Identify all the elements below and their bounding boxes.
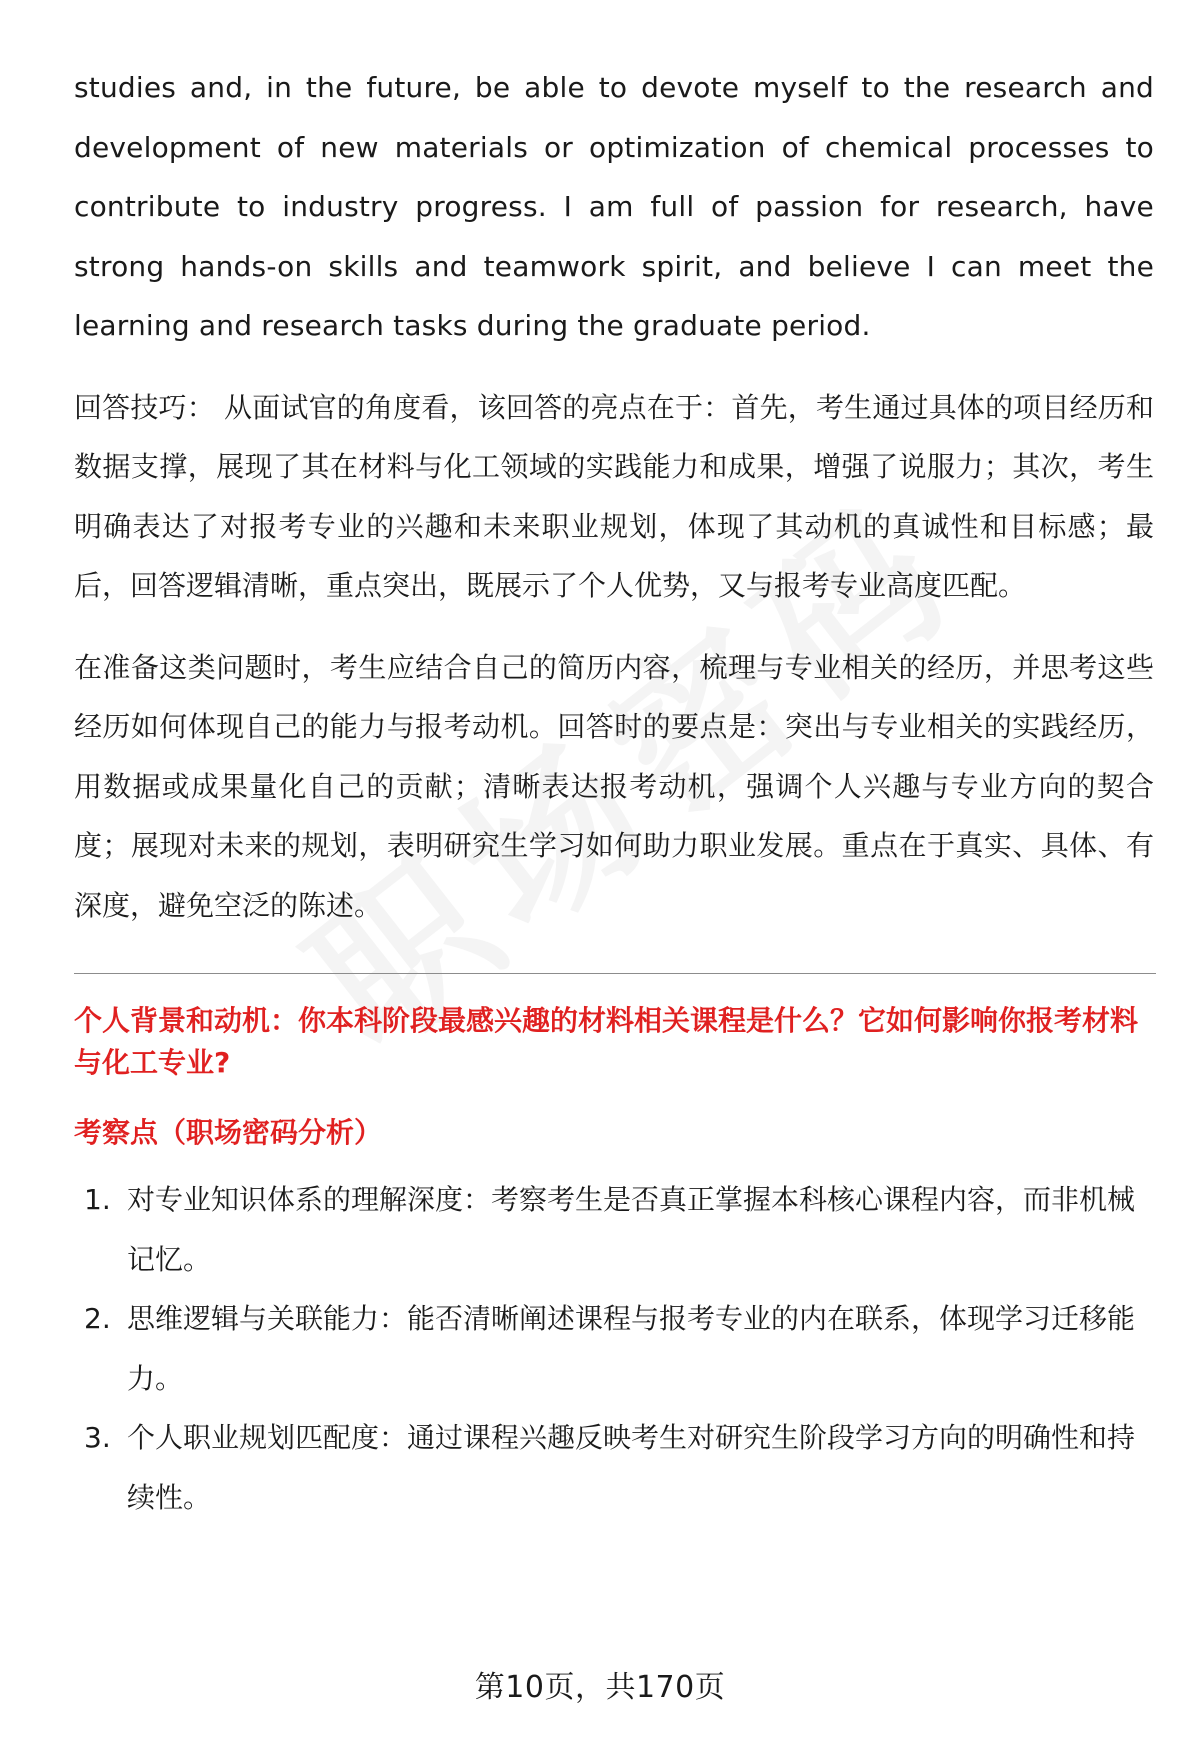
assessment-points-list <box>74 1170 1154 1527</box>
english-paragraph: studies and, in the future, be able to devote myself to the research and development of new materials or optimization of chemical processes to contribute to industry progress. I am full of passion for research, have strong hands-on skills and teamwork spirit, and believe I can meet the learning and research tasks during the graduate period. <box>74 71 1154 342</box>
list-item-number: 2. <box>84 1302 111 1335</box>
list-item-text: 对专业知识体系的理解深度：考察考生是否真正掌握本科核心课程内容，而非机械记忆。 <box>127 1183 1136 1276</box>
list-item-number: 3. <box>84 1421 111 1454</box>
section-divider <box>74 973 1156 974</box>
preparation-paragraph: 在准备这类问题时，考生应结合自己的简历内容，梳理与专业相关的经历，并思考这些经历如何体现自己的能力与报考动机。回答时的要点是：突出与专业相关的实践经历，用数据或成果量化自己的贡献；清晰表达报考动机，强调个人兴趣与专业方向的契合度；展现对未来的规划，表明研究生学习如何助力职业发展。重点在于真实、具体、有深度，避免空泛的陈述。 <box>74 650 1154 922</box>
assessment-points-heading: 考察点（职场密码分析） <box>74 1116 383 1149</box>
list-item-text: 思维逻辑与关联能力：能否清晰阐述课程与报考专业的内在联系，体现学习迁移能力。 <box>127 1302 1136 1395</box>
list-item <box>74 1408 1154 1527</box>
page-footer: 第10页，共170页 <box>474 1670 726 1705</box>
list-item-number: 1. <box>84 1183 111 1216</box>
list-item-text: 个人职业规划匹配度：通过课程兴趣反映考生对研究生阶段学习方向的明确性和持续性。 <box>127 1421 1136 1514</box>
list-item <box>74 1170 1154 1289</box>
question-heading: 个人背景和动机：你本科阶段最感兴趣的材料相关课程是什么？它如何影响你报考材料与化工专业? <box>74 1004 1139 1079</box>
list-item <box>74 1289 1154 1408</box>
page-content <box>74 58 1154 1527</box>
tips-paragraph: 回答技巧： 从面试官的角度看，该回答的亮点在于：首先，考生通过具体的项目经历和数据支撑，展现了其在材料与化工领域的实践能力和成果，增强了说服力；其次，考生明确表达了对报考专业的兴趣和未来职业规划，体现了其动机的真诚性和目标感；最后，回答逻辑清晰，重点突出，既展示了个人优势，又与报考专业高度匹配。 <box>74 390 1154 602</box>
